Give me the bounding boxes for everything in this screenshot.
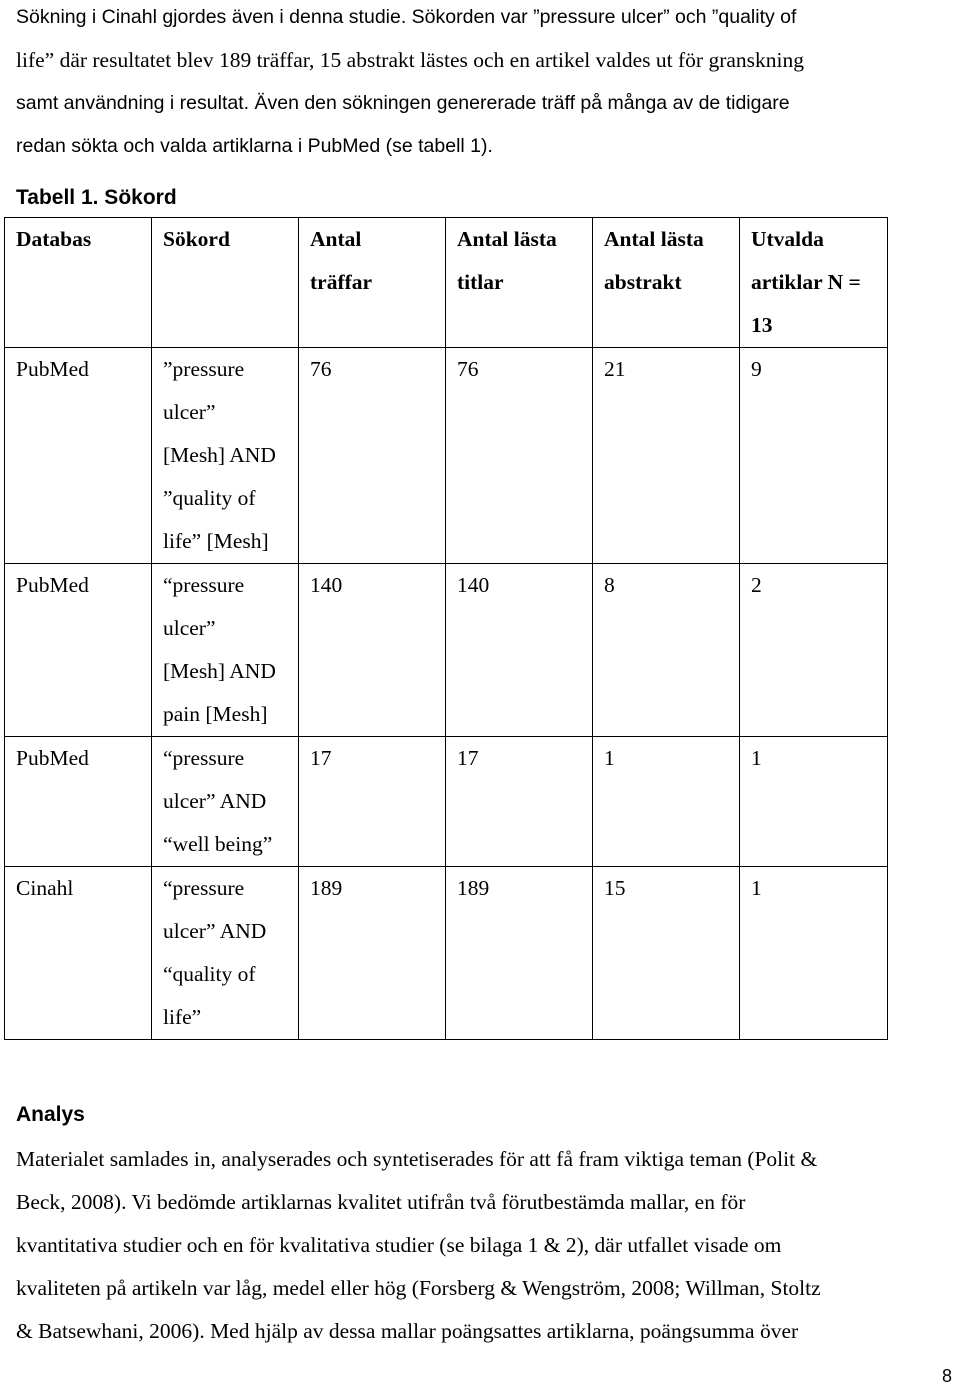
intro-line: samt användning i resultat. Även den sökningen genererade träff på många av de tidigare: [16, 92, 790, 114]
intro-paragraph: [16, 0, 952, 168]
table-caption: Tabell 1. Sökord: [16, 186, 177, 209]
cell-traffar: 76: [299, 348, 446, 564]
cell-abstrakt: 15: [593, 867, 740, 1040]
cell-databas: Cinahl: [5, 867, 152, 1040]
cell-titlar: 76: [446, 348, 593, 564]
cell-traffar: 140: [299, 564, 446, 737]
cell-utvalda: 1: [740, 867, 888, 1040]
cell-titlar: 140: [446, 564, 593, 737]
table-header-row: [5, 218, 888, 348]
cell-sokord: “pressure ulcer” AND “well being”: [152, 737, 299, 867]
cell-abstrakt: 21: [593, 348, 740, 564]
cell-databas: PubMed: [5, 564, 152, 737]
intro-line: life” där resultatet blev 189 träffar, 15 abstrakt lästes och en artikel valdes ut för granskning: [16, 48, 804, 72]
analys-paragraph: [16, 1138, 952, 1353]
header-antal-lasta-abstrakt: Antal lästa abstrakt: [593, 218, 740, 348]
cell-utvalda: 1: [740, 737, 888, 867]
table-row: [5, 564, 888, 737]
header-databas: Databas: [5, 218, 152, 348]
cell-sokord: ”pressure ulcer” [Mesh] AND ”quality of life” [Mesh]: [152, 348, 299, 564]
cell-databas: PubMed: [5, 737, 152, 867]
cell-sokord: “pressure ulcer” AND “quality of life”: [152, 867, 299, 1040]
cell-abstrakt: 1: [593, 737, 740, 867]
cell-traffar: 189: [299, 867, 446, 1040]
section-heading-analys: Analys: [16, 1103, 85, 1126]
table-row: [5, 348, 888, 564]
analys-line: & Batsewhani, 2006). Med hjälp av dessa mallar poängsattes artiklarna, poängsumma över: [16, 1319, 799, 1343]
cell-traffar: 17: [299, 737, 446, 867]
cell-utvalda: 2: [740, 564, 888, 737]
page-number: 8: [941, 1366, 952, 1386]
analys-line: Beck, 2008). Vi bedömde artiklarnas kvalitet utifrån två förutbestämda mallar, en för: [16, 1190, 746, 1214]
analys-line: kvaliteten på artikeln var låg, medel eller hög (Forsberg & Wengström, 2008; Willman, Stoltz: [16, 1276, 821, 1300]
intro-line: Sökning i Cinahl gjordes även i denna studie. Sökorden var ”pressure ulcer” och ”quality of: [16, 6, 797, 28]
cell-titlar: 17: [446, 737, 593, 867]
cell-utvalda: 9: [740, 348, 888, 564]
intro-line: redan sökta och valda artiklarna i PubMed (se tabell 1).: [16, 135, 493, 157]
header-antal-traffar: Antal träffar: [299, 218, 446, 348]
cell-abstrakt: 8: [593, 564, 740, 737]
header-sokord: Sökord: [152, 218, 299, 348]
table-row: [5, 867, 888, 1040]
cell-titlar: 189: [446, 867, 593, 1040]
search-terms-table: [4, 217, 888, 1040]
analys-line: Materialet samlades in, analyserades och syntetiserades för att få fram viktiga teman (Polit &: [16, 1147, 818, 1171]
cell-sokord: “pressure ulcer” [Mesh] AND pain [Mesh]: [152, 564, 299, 737]
header-utvalda-artiklar: Utvalda artiklar N = 13: [740, 218, 888, 348]
header-antal-lasta-titlar: Antal lästa titlar: [446, 218, 593, 348]
cell-databas: PubMed: [5, 348, 152, 564]
table-row: [5, 737, 888, 867]
analys-line: kvantitativa studier och en för kvalitativa studier (se bilaga 1 & 2), där utfallet visade om: [16, 1233, 782, 1257]
